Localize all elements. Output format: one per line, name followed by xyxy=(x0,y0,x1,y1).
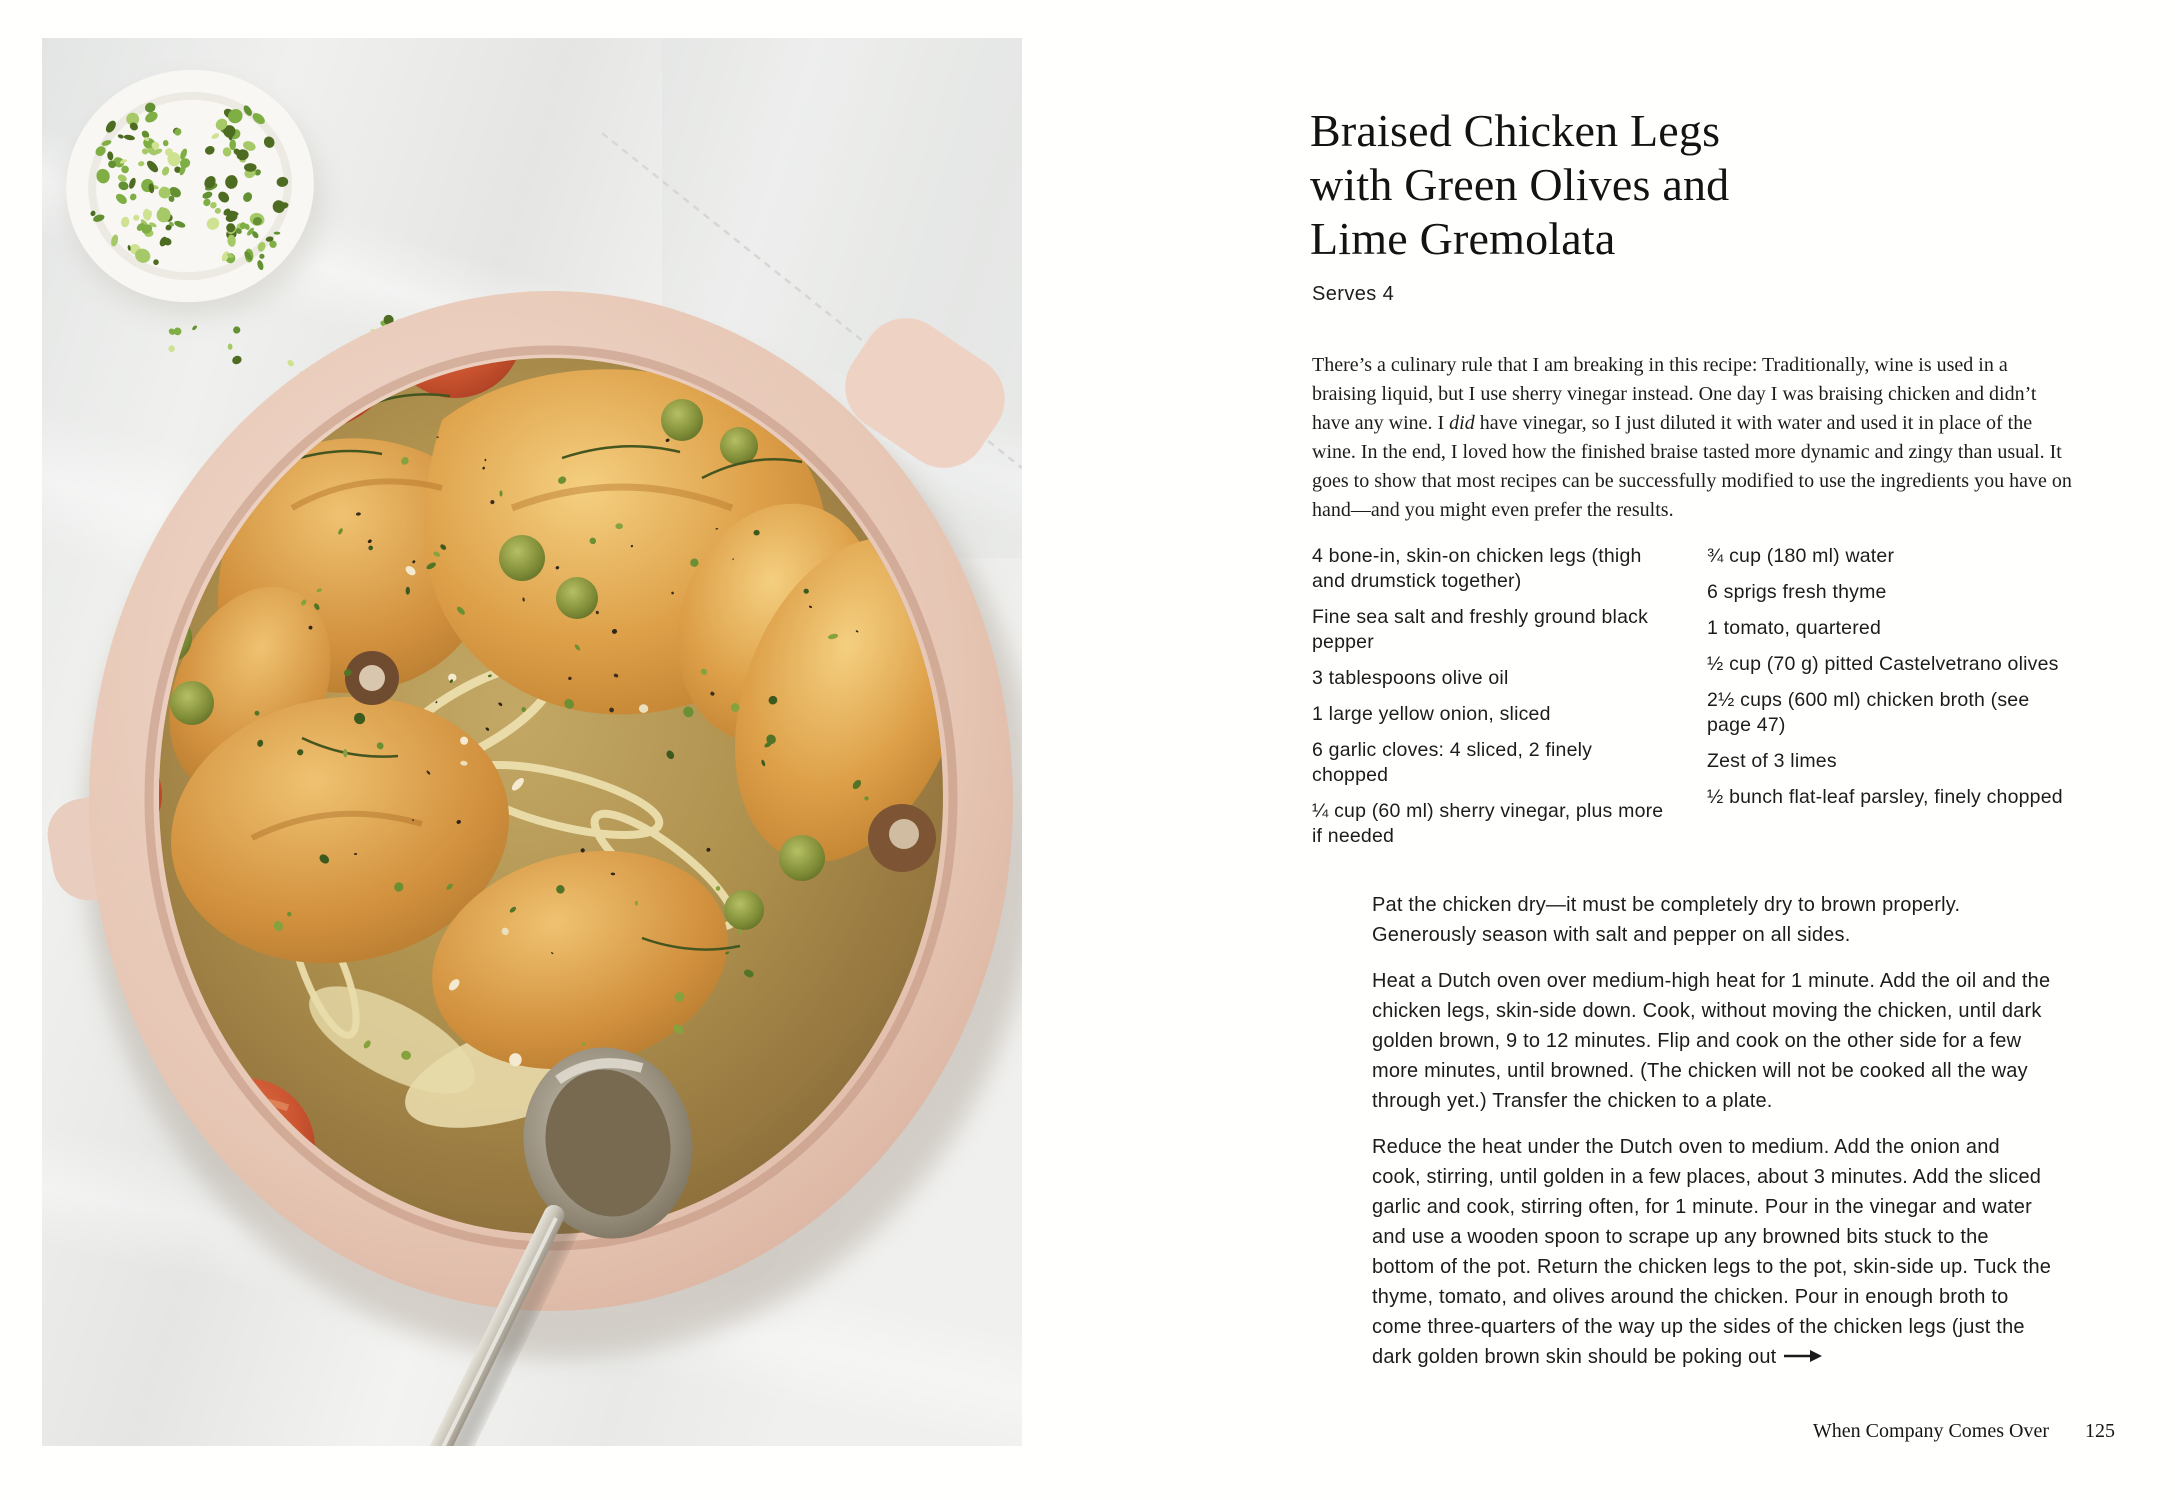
recipe-title-line: with Green Olives and xyxy=(1310,159,1730,210)
headnote-text: There’s a culinary rule that I am breaking in this recipe: Traditionally, wine is used in a braising liquid, but I use sherry vinegar instead. One day I was braising chicken and didn’t have any wine. I xyxy=(1312,354,2037,434)
ingredient-item: 1 large yellow onion, sliced xyxy=(1312,703,1551,725)
ingredient-item: 1 tomato, quartered xyxy=(1707,617,1881,639)
ingredient-item: 3 tablespoons olive oil xyxy=(1312,667,1509,689)
recipe-title-line: Braised Chicken Legs xyxy=(1310,105,1721,156)
ingredient-item: ½ cup (70 g) pitted Castelvetrano olives xyxy=(1707,653,2059,675)
recipe-title-line: Lime Gremolata xyxy=(1310,213,1616,264)
ingredient-item: Zest of 3 limes xyxy=(1707,750,1837,772)
method-step-text: Reduce the heat under the Dutch oven to medium. Add the onion and cook, stirring, until golden in a few places, about 3 minutes. Add the sliced garlic and cook, stirring often, for 1 minute. Pour in the vinegar and water and use a wooden spoon to scrape up any browned bits stuck to the bottom of the pot. Return the chicken legs to the pot, skin-side up. Tuck the thyme, tomato, and olives around the chicken. Pour in enough broth to come three-quarters of the way up the sides of the chicken legs (just the dark golden brown skin should be poking out xyxy=(1372,1136,2052,1368)
ingredient-list-right xyxy=(1707,544,2072,821)
continuation-arrow-icon xyxy=(1784,1349,1822,1363)
page-number: 125 xyxy=(2085,1420,2115,1442)
page-footer xyxy=(1813,1420,2115,1443)
method-step xyxy=(1372,1132,2052,1372)
headnote-text: have vinegar, so I just diluted it with water and used it in place of the wine. In the end, I loved how the finished braise tasted more dynamic and zingy than usual. It goes to show that most recipes can be successfully modified to use the ingredients you have on hand—and you might even prefer the results. xyxy=(1312,412,2072,521)
ingredient-item: 6 garlic cloves: 4 sliced, 2 finely chopped xyxy=(1312,739,1593,786)
serves-label: Serves 4 xyxy=(1312,283,1395,305)
ingredient-item: Fine sea salt and freshly ground black pepper xyxy=(1312,606,1649,653)
dish-photo-illustration xyxy=(42,38,1022,1446)
ingredient-item: 4 bone-in, skin-on chicken legs (thigh and drumstick together) xyxy=(1312,545,1642,592)
method-step: Pat the chicken dry—it must be completely dry to brown properly. Generously season with salt and pepper on all sides. xyxy=(1372,894,1961,946)
ingredient-item: ¼ cup (60 ml) sherry vinegar, plus more if needed xyxy=(1312,800,1664,847)
ingredient-item: ¾ cup (180 ml) water xyxy=(1707,545,1895,567)
headnote-italic-word: did xyxy=(1449,412,1475,434)
ingredient-item: 6 sprigs fresh thyme xyxy=(1707,581,1887,603)
method-step: Heat a Dutch oven over medium-high heat for 1 minute. Add the oil and the chicken legs, skin-side down. Cook, without moving the chicken, until dark golden brown, 9 to 12 minutes. Flip and cook on the other side for a few more minutes, until browned. (The chicken will not be cooked all the way through yet.) Transfer the chicken to a plate. xyxy=(1372,970,2051,1112)
food-photo xyxy=(42,38,1022,1446)
ingredient-item: ½ bunch flat-leaf parsley, finely chopped xyxy=(1707,786,2063,808)
ingredient-item: 2½ cups (600 ml) chicken broth (see page 47) xyxy=(1707,689,2030,736)
method-steps xyxy=(1372,890,2052,1388)
recipe-headnote xyxy=(1312,351,2072,525)
recipe-title xyxy=(1310,104,1729,266)
section-title: When Company Comes Over xyxy=(1812,1420,2049,1442)
ingredient-list-left xyxy=(1312,544,1664,860)
